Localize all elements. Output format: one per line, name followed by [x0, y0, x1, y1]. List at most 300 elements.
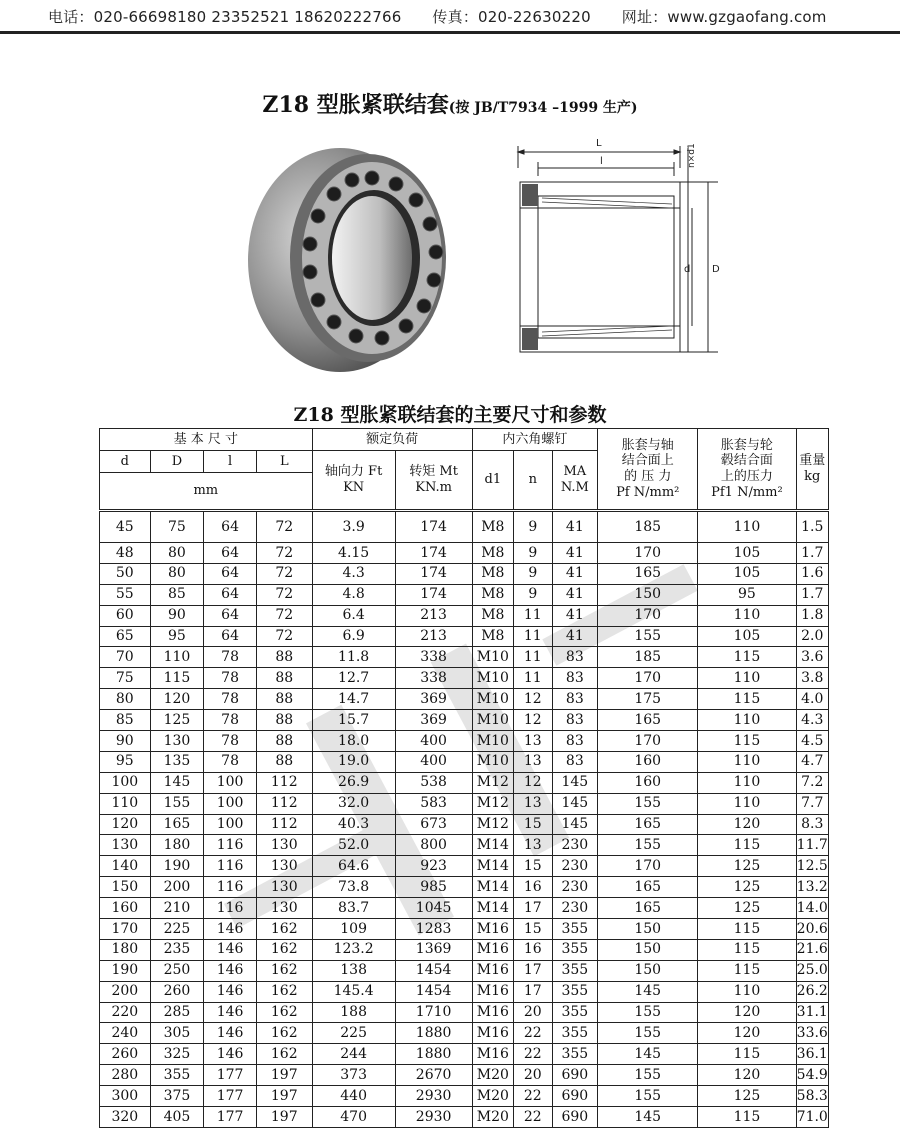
cell-ma: 83 — [552, 647, 598, 668]
cell-d1: M14 — [472, 835, 514, 856]
cell-ft: 4.8 — [312, 584, 395, 605]
cell-d: 70 — [100, 647, 151, 668]
cell-mt: 538 — [395, 772, 472, 793]
cell-n: 12 — [514, 689, 552, 710]
cell-ma: 41 — [552, 543, 598, 564]
cell-d: 170 — [100, 919, 151, 940]
cell-ft: 4.3 — [312, 563, 395, 584]
website-text: 网址：www.gzgaofang.com — [621, 8, 827, 26]
page-title — [0, 88, 900, 119]
cell-L: 72 — [256, 543, 312, 564]
cell-weight: 14.0 — [796, 898, 828, 919]
cell-D: 85 — [150, 584, 204, 605]
cell-d: 180 — [100, 939, 151, 960]
cell-mt: 583 — [395, 793, 472, 814]
cell-ma: 690 — [552, 1065, 598, 1086]
table-body — [100, 511, 829, 1128]
cell-L: 162 — [256, 1023, 312, 1044]
cell-n: 13 — [514, 835, 552, 856]
cell-pf1: 115 — [698, 919, 796, 940]
cell-mt: 213 — [395, 605, 472, 626]
cell-pf1: 105 — [698, 626, 796, 647]
cell-pf1: 110 — [698, 772, 796, 793]
header-hex-screw: 内六角螺钉 — [472, 429, 598, 451]
cell-pf: 155 — [598, 1023, 698, 1044]
cell-d: 75 — [100, 668, 151, 689]
cell-l: 100 — [204, 814, 257, 835]
cell-pf: 185 — [598, 647, 698, 668]
header-ft — [312, 451, 395, 511]
table-row — [100, 563, 829, 584]
cell-pf: 170 — [598, 856, 698, 877]
cell-ft: 123.2 — [312, 939, 395, 960]
cell-L: 72 — [256, 605, 312, 626]
dim-label-d: d — [684, 264, 691, 275]
cell-d1: M8 — [472, 543, 514, 564]
cell-l: 116 — [204, 856, 257, 877]
cell-pf1: 115 — [698, 960, 796, 981]
cell-d: 260 — [100, 1044, 151, 1065]
title-standard-note: (按 JB/T7934 –1999 生产) — [448, 100, 638, 116]
cell-D: 110 — [150, 647, 204, 668]
cell-d1: M10 — [472, 668, 514, 689]
table-row — [100, 1002, 829, 1023]
cell-ft: 83.7 — [312, 898, 395, 919]
cell-pf: 150 — [598, 939, 698, 960]
cell-ft: 440 — [312, 1086, 395, 1107]
cell-pf: 145 — [598, 1044, 698, 1065]
cell-d1: M8 — [472, 563, 514, 584]
cell-ft: 19.0 — [312, 751, 395, 772]
cell-n: 11 — [514, 626, 552, 647]
dim-label-nxd1: n×d1 — [687, 143, 697, 168]
cell-mt: 369 — [395, 710, 472, 731]
cell-n: 16 — [514, 877, 552, 898]
cell-d1: M8 — [472, 511, 514, 543]
cell-ft: 4.15 — [312, 543, 395, 564]
cell-ft: 40.3 — [312, 814, 395, 835]
table-row — [100, 605, 829, 626]
cell-D: 355 — [150, 1065, 204, 1086]
dim-label-L: L — [596, 138, 602, 149]
cell-d: 240 — [100, 1023, 151, 1044]
cell-l: 146 — [204, 939, 257, 960]
cell-n: 17 — [514, 960, 552, 981]
table-row — [100, 647, 829, 668]
cell-l: 64 — [204, 584, 257, 605]
cell-weight: 12.5 — [796, 856, 828, 877]
cell-weight: 58.3 — [796, 1086, 828, 1107]
cell-D: 80 — [150, 543, 204, 564]
cell-n: 20 — [514, 1065, 552, 1086]
cell-ft: 470 — [312, 1107, 395, 1128]
cell-L: 112 — [256, 793, 312, 814]
cell-weight: 4.0 — [796, 689, 828, 710]
cell-pf1: 110 — [698, 710, 796, 731]
header-pf1-line3: 上的压力 — [720, 469, 773, 484]
cell-l: 64 — [204, 563, 257, 584]
table-row — [100, 1023, 829, 1044]
header-mt-line2: KN.m — [415, 480, 452, 495]
cell-D: 225 — [150, 919, 204, 940]
header-mt — [395, 451, 472, 511]
cell-mt: 2930 — [395, 1107, 472, 1128]
cell-ft: 32.0 — [312, 793, 395, 814]
table-row — [100, 584, 829, 605]
cell-ft: 11.8 — [312, 647, 395, 668]
cell-ft: 15.7 — [312, 710, 395, 731]
cell-weight: 3.6 — [796, 647, 828, 668]
header-l: l — [204, 451, 257, 473]
table-row — [100, 919, 829, 940]
cell-l: 146 — [204, 919, 257, 940]
cell-d1: M16 — [472, 960, 514, 981]
header-rated-load: 额定负荷 — [312, 429, 472, 451]
cell-L: 197 — [256, 1086, 312, 1107]
cell-pf: 160 — [598, 772, 698, 793]
cell-L: 130 — [256, 835, 312, 856]
cell-pf1: 95 — [698, 584, 796, 605]
cell-pf1: 110 — [698, 793, 796, 814]
cell-pf: 155 — [598, 793, 698, 814]
cell-mt: 174 — [395, 543, 472, 564]
cell-l: 100 — [204, 793, 257, 814]
header-ma-line2: N.M — [560, 480, 589, 495]
cell-d1: M10 — [472, 689, 514, 710]
cell-n: 15 — [514, 814, 552, 835]
cell-L: 72 — [256, 563, 312, 584]
cell-D: 305 — [150, 1023, 204, 1044]
cell-ma: 230 — [552, 835, 598, 856]
cell-weight: 8.3 — [796, 814, 828, 835]
cell-d1: M20 — [472, 1086, 514, 1107]
cell-l: 78 — [204, 668, 257, 689]
table-row — [100, 814, 829, 835]
cell-mt: 338 — [395, 668, 472, 689]
cell-l: 78 — [204, 710, 257, 731]
cell-D: 135 — [150, 751, 204, 772]
header-basic-dims: 基 本 尺 寸 — [100, 429, 313, 451]
cell-ma: 41 — [552, 605, 598, 626]
header-mm-unit: mm — [100, 473, 313, 511]
cell-l: 100 — [204, 772, 257, 793]
cell-ma: 230 — [552, 877, 598, 898]
table-row — [100, 1065, 829, 1086]
cell-pf1: 105 — [698, 543, 796, 564]
cell-ma: 355 — [552, 1023, 598, 1044]
cell-l: 64 — [204, 626, 257, 647]
table-row — [100, 710, 829, 731]
cell-mt: 213 — [395, 626, 472, 647]
cell-pf: 160 — [598, 751, 698, 772]
cell-ma: 145 — [552, 814, 598, 835]
cell-d: 300 — [100, 1086, 151, 1107]
cell-pf: 165 — [598, 563, 698, 584]
table-row — [100, 511, 829, 543]
cell-D: 325 — [150, 1044, 204, 1065]
cell-ma: 41 — [552, 584, 598, 605]
cell-d1: M12 — [472, 772, 514, 793]
cell-ma: 230 — [552, 856, 598, 877]
cell-ma: 355 — [552, 939, 598, 960]
cell-pf1: 110 — [698, 981, 796, 1002]
cell-D: 165 — [150, 814, 204, 835]
cell-pf: 165 — [598, 898, 698, 919]
cell-ma: 41 — [552, 563, 598, 584]
cell-weight: 54.9 — [796, 1065, 828, 1086]
cell-mt: 400 — [395, 731, 472, 752]
cell-weight: 1.7 — [796, 543, 828, 564]
cell-ma: 690 — [552, 1086, 598, 1107]
cell-D: 95 — [150, 626, 204, 647]
cell-weight: 13.2 — [796, 877, 828, 898]
cell-ma: 83 — [552, 751, 598, 772]
header-d: d — [100, 451, 151, 473]
cell-mt: 1880 — [395, 1023, 472, 1044]
cell-D: 375 — [150, 1086, 204, 1107]
cell-L: 130 — [256, 856, 312, 877]
cell-L: 88 — [256, 751, 312, 772]
cell-ft: 138 — [312, 960, 395, 981]
cell-n: 22 — [514, 1044, 552, 1065]
cell-pf1: 120 — [698, 1023, 796, 1044]
cell-d1: M8 — [472, 584, 514, 605]
contact-line — [48, 6, 841, 27]
table-row — [100, 668, 829, 689]
cell-L: 162 — [256, 981, 312, 1002]
cell-D: 115 — [150, 668, 204, 689]
cell-ma: 230 — [552, 898, 598, 919]
cell-n: 11 — [514, 605, 552, 626]
cell-d1: M16 — [472, 1023, 514, 1044]
cell-L: 162 — [256, 1044, 312, 1065]
table-row — [100, 626, 829, 647]
cell-ft: 188 — [312, 1002, 395, 1023]
cell-pf: 155 — [598, 835, 698, 856]
cell-d1: M8 — [472, 605, 514, 626]
phone-text: 电话：020-66698180 23352521 18620222766 — [48, 8, 402, 26]
cell-d: 50 — [100, 563, 151, 584]
product-photo — [244, 140, 449, 380]
cell-pf: 165 — [598, 814, 698, 835]
cell-L: 197 — [256, 1065, 312, 1086]
cell-mt: 174 — [395, 511, 472, 543]
cell-pf: 155 — [598, 1065, 698, 1086]
cell-ma: 41 — [552, 626, 598, 647]
header-d1: d1 — [472, 451, 514, 511]
cell-ma: 355 — [552, 981, 598, 1002]
header-mt-line1: 转矩 Mt — [409, 464, 458, 480]
cell-weight: 7.2 — [796, 772, 828, 793]
cell-ft: 3.9 — [312, 511, 395, 543]
cell-l: 146 — [204, 981, 257, 1002]
contact-header — [0, 0, 900, 34]
cell-pf1: 115 — [698, 689, 796, 710]
cell-pf: 170 — [598, 731, 698, 752]
cell-d1: M14 — [472, 877, 514, 898]
cell-n: 11 — [514, 668, 552, 689]
cell-d: 55 — [100, 584, 151, 605]
cell-D: 180 — [150, 835, 204, 856]
cell-ma: 83 — [552, 668, 598, 689]
cell-pf1: 105 — [698, 563, 796, 584]
cell-d: 48 — [100, 543, 151, 564]
cell-n: 9 — [514, 584, 552, 605]
cell-L: 162 — [256, 1002, 312, 1023]
spec-table — [99, 428, 829, 1128]
header-n: n — [514, 451, 552, 511]
cell-weight: 21.6 — [796, 939, 828, 960]
cell-ft: 14.7 — [312, 689, 395, 710]
table-row — [100, 1044, 829, 1065]
cell-L: 72 — [256, 584, 312, 605]
cell-L: 88 — [256, 710, 312, 731]
cell-d: 100 — [100, 772, 151, 793]
cell-D: 405 — [150, 1107, 204, 1128]
cell-l: 78 — [204, 751, 257, 772]
cell-pf1: 115 — [698, 1107, 796, 1128]
cell-ma: 355 — [552, 1044, 598, 1065]
header-pf1-line2: 毂结合面 — [720, 453, 773, 469]
cell-l: 146 — [204, 1023, 257, 1044]
fax-text: 传真：020-22630220 — [432, 8, 591, 26]
cell-ft: 18.0 — [312, 731, 395, 752]
cell-ft: 6.9 — [312, 626, 395, 647]
cell-n: 22 — [514, 1023, 552, 1044]
table-row — [100, 898, 829, 919]
cell-l: 64 — [204, 511, 257, 543]
cell-D: 120 — [150, 689, 204, 710]
cell-n: 9 — [514, 511, 552, 543]
cell-L: 112 — [256, 814, 312, 835]
cell-d: 320 — [100, 1107, 151, 1128]
cell-ft: 26.9 — [312, 772, 395, 793]
cell-ma: 145 — [552, 772, 598, 793]
cell-weight: 4.7 — [796, 751, 828, 772]
cell-n: 16 — [514, 939, 552, 960]
cell-n: 9 — [514, 543, 552, 564]
cell-weight: 25.0 — [796, 960, 828, 981]
cell-d1: M20 — [472, 1065, 514, 1086]
cell-ft: 225 — [312, 1023, 395, 1044]
cell-D: 80 — [150, 563, 204, 584]
cell-d1: M8 — [472, 626, 514, 647]
cell-L: 88 — [256, 731, 312, 752]
cell-mt: 1454 — [395, 960, 472, 981]
cell-mt: 923 — [395, 856, 472, 877]
cell-D: 190 — [150, 856, 204, 877]
cell-d1: M12 — [472, 793, 514, 814]
cell-l: 64 — [204, 543, 257, 564]
cell-ft: 73.8 — [312, 877, 395, 898]
cell-l: 116 — [204, 877, 257, 898]
cell-ma: 355 — [552, 1002, 598, 1023]
header-weight-line1: 重量 — [799, 453, 826, 469]
cell-mt: 400 — [395, 751, 472, 772]
cell-weight: 71.0 — [796, 1107, 828, 1128]
cell-l: 177 — [204, 1086, 257, 1107]
cross-section-drawing — [508, 128, 736, 373]
cell-d: 130 — [100, 835, 151, 856]
cell-ft: 12.7 — [312, 668, 395, 689]
table-row — [100, 543, 829, 564]
cell-mt: 1454 — [395, 981, 472, 1002]
cell-D: 285 — [150, 1002, 204, 1023]
cell-ma: 145 — [552, 793, 598, 814]
cell-pf: 155 — [598, 626, 698, 647]
cell-ma: 355 — [552, 960, 598, 981]
cell-mt: 800 — [395, 835, 472, 856]
cell-l: 78 — [204, 731, 257, 752]
cell-L: 88 — [256, 689, 312, 710]
cell-d: 85 — [100, 710, 151, 731]
cell-d1: M10 — [472, 710, 514, 731]
cell-weight: 1.5 — [796, 511, 828, 543]
cell-ma: 83 — [552, 731, 598, 752]
cell-d: 45 — [100, 511, 151, 543]
cell-l: 146 — [204, 960, 257, 981]
cell-weight: 20.6 — [796, 919, 828, 940]
cell-n: 13 — [514, 793, 552, 814]
cell-weight: 1.6 — [796, 563, 828, 584]
cell-d1: M16 — [472, 981, 514, 1002]
dim-label-D: D — [712, 264, 720, 275]
cell-mt: 174 — [395, 563, 472, 584]
cell-weight: 2.0 — [796, 626, 828, 647]
cell-d: 280 — [100, 1065, 151, 1086]
cell-d1: M10 — [472, 647, 514, 668]
cell-ft: 109 — [312, 919, 395, 940]
cell-pf: 170 — [598, 668, 698, 689]
cell-weight: 4.5 — [796, 731, 828, 752]
cell-pf1: 120 — [698, 814, 796, 835]
cell-n: 15 — [514, 919, 552, 940]
cell-weight: 3.8 — [796, 668, 828, 689]
cell-pf: 155 — [598, 1002, 698, 1023]
cell-D: 130 — [150, 731, 204, 752]
cell-pf: 185 — [598, 511, 698, 543]
cell-pf: 150 — [598, 960, 698, 981]
table-caption: Z18 型胀紧联结套的主要尺寸和参数 — [293, 404, 607, 426]
cell-pf1: 125 — [698, 898, 796, 919]
cell-n: 22 — [514, 1107, 552, 1128]
cell-mt: 673 — [395, 814, 472, 835]
cell-n: 17 — [514, 898, 552, 919]
cell-L: 162 — [256, 960, 312, 981]
table-row — [100, 689, 829, 710]
cell-l: 146 — [204, 1002, 257, 1023]
cell-pf: 165 — [598, 710, 698, 731]
header-ft-line1: 轴向力 Ft — [324, 464, 383, 480]
cell-ft: 6.4 — [312, 605, 395, 626]
cell-ft: 373 — [312, 1065, 395, 1086]
header-L: L — [256, 451, 312, 473]
cell-d: 80 — [100, 689, 151, 710]
header-pf — [598, 429, 698, 511]
cell-L: 72 — [256, 511, 312, 543]
cell-D: 125 — [150, 710, 204, 731]
header-D: D — [150, 451, 204, 473]
cell-d: 220 — [100, 1002, 151, 1023]
table-row — [100, 856, 829, 877]
cell-D: 75 — [150, 511, 204, 543]
cell-ma: 83 — [552, 689, 598, 710]
header-divider — [0, 31, 900, 34]
header-pf1 — [698, 429, 796, 511]
cell-D: 90 — [150, 605, 204, 626]
cell-L: 88 — [256, 647, 312, 668]
cell-n: 13 — [514, 751, 552, 772]
